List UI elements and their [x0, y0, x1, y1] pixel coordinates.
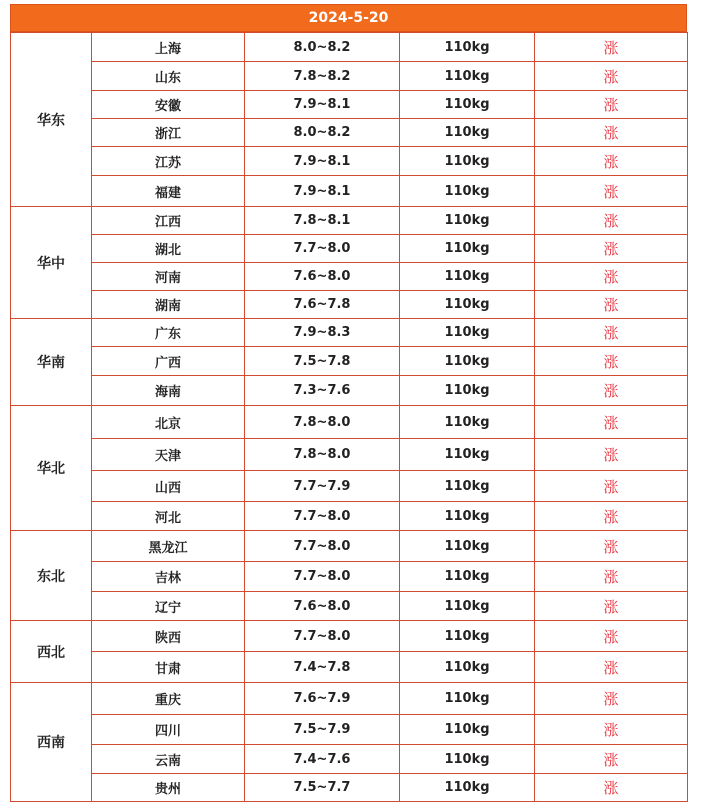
weight-cell: 110kg: [400, 176, 535, 207]
price-cell: 7.6~7.8: [245, 291, 400, 319]
trend-cell: 涨: [535, 263, 688, 291]
weight-cell: 110kg: [400, 263, 535, 291]
trend-cell: 涨: [535, 62, 688, 91]
province-cell: 湖北: [92, 235, 245, 263]
trend-cell: 涨: [535, 502, 688, 531]
trend-cell: 涨: [535, 774, 688, 802]
price-cell: 7.7~8.0: [245, 562, 400, 592]
weight-cell: 110kg: [400, 683, 535, 715]
price-cell: 7.6~7.9: [245, 683, 400, 715]
weight-cell: 110kg: [400, 235, 535, 263]
region-cell: 华中: [11, 207, 92, 319]
region-cell: 东北: [11, 531, 92, 621]
weight-cell: 110kg: [400, 502, 535, 531]
table-row: [11, 562, 688, 592]
table-row: [11, 207, 688, 235]
weight-cell: 110kg: [400, 715, 535, 745]
province-cell: 河南: [92, 263, 245, 291]
table-row: [11, 683, 688, 715]
trend-cell: 涨: [535, 235, 688, 263]
trend-cell: 涨: [535, 119, 688, 147]
province-cell: 广东: [92, 319, 245, 347]
province-cell: 湖南: [92, 291, 245, 319]
table-row: [11, 621, 688, 652]
trend-cell: 涨: [535, 562, 688, 592]
table-row: [11, 592, 688, 621]
province-cell: 重庆: [92, 683, 245, 715]
trend-cell: 涨: [535, 439, 688, 471]
price-cell: 7.9~8.1: [245, 147, 400, 176]
province-cell: 辽宁: [92, 592, 245, 621]
province-cell: 安徽: [92, 91, 245, 119]
trend-cell: 涨: [535, 207, 688, 235]
weight-cell: 110kg: [400, 62, 535, 91]
table-row: [11, 502, 688, 531]
price-table: [10, 32, 688, 802]
trend-cell: 涨: [535, 715, 688, 745]
price-cell: 7.7~8.0: [245, 531, 400, 562]
province-cell: 河北: [92, 502, 245, 531]
table-row: [11, 471, 688, 502]
table-row: [11, 319, 688, 347]
province-cell: 上海: [92, 33, 245, 62]
price-cell: 7.9~8.1: [245, 91, 400, 119]
weight-cell: 110kg: [400, 562, 535, 592]
province-cell: 广西: [92, 347, 245, 376]
trend-cell: 涨: [535, 621, 688, 652]
price-cell: 7.9~8.1: [245, 176, 400, 207]
weight-cell: 110kg: [400, 207, 535, 235]
price-cell: 7.7~8.0: [245, 502, 400, 531]
province-cell: 吉林: [92, 562, 245, 592]
price-cell: 7.8~8.0: [245, 406, 400, 439]
trend-cell: 涨: [535, 33, 688, 62]
province-cell: 天津: [92, 439, 245, 471]
trend-cell: 涨: [535, 147, 688, 176]
price-cell: 8.0~8.2: [245, 33, 400, 62]
price-cell: 7.3~7.6: [245, 376, 400, 406]
province-cell: 江苏: [92, 147, 245, 176]
price-table-container: [10, 4, 687, 802]
weight-cell: 110kg: [400, 347, 535, 376]
province-cell: 云南: [92, 745, 245, 774]
province-cell: 山西: [92, 471, 245, 502]
weight-cell: 110kg: [400, 471, 535, 502]
price-cell: 7.4~7.8: [245, 652, 400, 683]
price-cell: 8.0~8.2: [245, 119, 400, 147]
table-row: [11, 62, 688, 91]
weight-cell: 110kg: [400, 291, 535, 319]
price-cell: 7.8~8.1: [245, 207, 400, 235]
price-cell: 7.8~8.0: [245, 439, 400, 471]
trend-cell: 涨: [535, 319, 688, 347]
trend-cell: 涨: [535, 91, 688, 119]
trend-cell: 涨: [535, 652, 688, 683]
weight-cell: 110kg: [400, 745, 535, 774]
province-cell: 甘肃: [92, 652, 245, 683]
trend-cell: 涨: [535, 471, 688, 502]
trend-cell: 涨: [535, 592, 688, 621]
price-cell: 7.6~8.0: [245, 263, 400, 291]
price-cell: 7.7~8.0: [245, 621, 400, 652]
weight-cell: 110kg: [400, 119, 535, 147]
trend-cell: 涨: [535, 376, 688, 406]
table-row: [11, 91, 688, 119]
table-row: [11, 531, 688, 562]
region-cell: 西南: [11, 683, 92, 802]
date-header: [10, 4, 687, 32]
table-row: [11, 376, 688, 406]
table-row: [11, 33, 688, 62]
region-cell: 华北: [11, 406, 92, 531]
price-cell: 7.9~8.3: [245, 319, 400, 347]
province-cell: 黑龙江: [92, 531, 245, 562]
weight-cell: 110kg: [400, 91, 535, 119]
weight-cell: 110kg: [400, 147, 535, 176]
table-row: [11, 406, 688, 439]
table-row: [11, 176, 688, 207]
price-cell: 7.5~7.7: [245, 774, 400, 802]
weight-cell: 110kg: [400, 621, 535, 652]
region-cell: 华南: [11, 319, 92, 406]
trend-cell: 涨: [535, 745, 688, 774]
table-row: [11, 147, 688, 176]
table-row: [11, 347, 688, 376]
price-cell: 7.8~8.2: [245, 62, 400, 91]
province-cell: 浙江: [92, 119, 245, 147]
weight-cell: 110kg: [400, 406, 535, 439]
province-cell: 福建: [92, 176, 245, 207]
table-row: [11, 774, 688, 802]
trend-cell: 涨: [535, 683, 688, 715]
date-label: 2024-5-20: [308, 10, 389, 26]
trend-cell: 涨: [535, 176, 688, 207]
province-cell: 北京: [92, 406, 245, 439]
province-cell: 陕西: [92, 621, 245, 652]
price-cell: 7.5~7.9: [245, 715, 400, 745]
price-table-body: [11, 33, 688, 802]
weight-cell: 110kg: [400, 592, 535, 621]
weight-cell: 110kg: [400, 33, 535, 62]
weight-cell: 110kg: [400, 319, 535, 347]
province-cell: 四川: [92, 715, 245, 745]
price-cell: 7.6~8.0: [245, 592, 400, 621]
table-row: [11, 235, 688, 263]
trend-cell: 涨: [535, 531, 688, 562]
region-cell: 华东: [11, 33, 92, 207]
trend-cell: 涨: [535, 347, 688, 376]
table-row: [11, 745, 688, 774]
province-cell: 贵州: [92, 774, 245, 802]
table-row: [11, 652, 688, 683]
price-cell: 7.7~8.0: [245, 235, 400, 263]
province-cell: 海南: [92, 376, 245, 406]
price-cell: 7.5~7.8: [245, 347, 400, 376]
weight-cell: 110kg: [400, 439, 535, 471]
table-row: [11, 119, 688, 147]
weight-cell: 110kg: [400, 652, 535, 683]
price-cell: 7.4~7.6: [245, 745, 400, 774]
trend-cell: 涨: [535, 291, 688, 319]
region-cell: 西北: [11, 621, 92, 683]
province-cell: 山东: [92, 62, 245, 91]
weight-cell: 110kg: [400, 774, 535, 802]
table-row: [11, 439, 688, 471]
price-cell: 7.7~7.9: [245, 471, 400, 502]
trend-cell: 涨: [535, 406, 688, 439]
province-cell: 江西: [92, 207, 245, 235]
table-row: [11, 715, 688, 745]
weight-cell: 110kg: [400, 531, 535, 562]
weight-cell: 110kg: [400, 376, 535, 406]
table-row: [11, 291, 688, 319]
table-row: [11, 263, 688, 291]
